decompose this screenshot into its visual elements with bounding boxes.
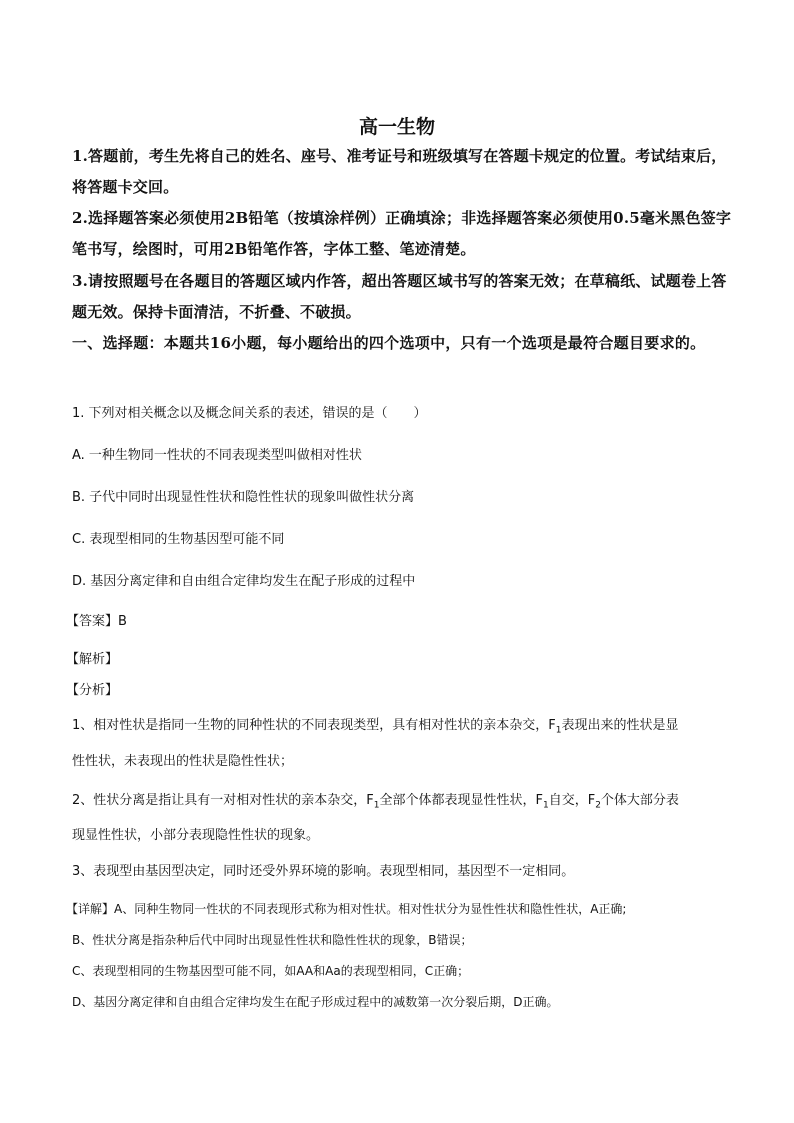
point-3: 3、表现型由基因型决定，同时还受外界环境的影响。表现型相同，基因型不一定相同。	[72, 864, 575, 879]
section-heading: 一、选择题：本题共16小题，每小题给出的四个选项中，只有一个选项是最符合题目要求的。	[72, 334, 706, 352]
detail-d: D、基因分离定律和自由组合定律均发生在配子形成过程中的减数第一次分裂后期，D正确。	[72, 995, 559, 1009]
point-1-line-1: 1、相对性状是指同一生物的同种性状的不同表现类型，具有相对性状的亲本杂交，$F_1$表现出来的性状是显	[72, 718, 679, 736]
detail-c: C、表现型相同的生物基因型可能不同，如AA和Aa的表现型相同，C正确；	[72, 964, 470, 978]
answer-label: 【答案】	[66, 614, 119, 629]
analysis-label: 【解析】	[66, 652, 119, 667]
option-a: A. 一种生物同一性状的不同表现类型叫做相对性状	[72, 448, 362, 463]
notice-3: 3.请按照题号在各题目的答题区域内作答，超出答题区域书写的答案无效；在草稿纸、试题卷上答题无效。保持卡面清洁，不折叠、不破损。	[72, 272, 727, 321]
point-1-line-2: 性性状，未表现出的性状是隐性性状；	[72, 754, 294, 769]
answer-value: B	[118, 614, 127, 629]
option-c: C. 表现型相同的生物基因型可能不同	[72, 532, 285, 547]
detail-b: B、性状分离是指杂种后代中同时出现显性性状和隐性性状的现象，B错误；	[72, 933, 473, 947]
page-title: 高一生物	[358, 116, 435, 138]
question-stem: 1. 下列对相关概念以及概念间关系的表述，错误的是（ ）	[72, 406, 427, 421]
answer-line	[66, 612, 726, 632]
point-2-line-1: 2、性状分离是指让具有一对相对性状的亲本杂交，$F_1$全部个体都表现显性性状，$F_1$自交，$F_2$个体大部分表	[72, 793, 679, 811]
notice-2: 2.选择题答案必须使用2B铅笔（按填涂样例）正确填涂；非选择题答案必须使用0.5毫米黑色签字笔书写，绘图时，可用2B铅笔作答，字体工整、笔迹清楚。	[72, 209, 732, 258]
notice-1: 1.答题前，考生先将自己的姓名、座号、准考证号和班级填写在答题卡规定的位置。考试结束后，将答题卡交回。	[72, 147, 727, 196]
option-b: B. 子代中同时出现显性性状和隐性性状的现象叫做性状分离	[72, 490, 415, 505]
option-d: D. 基因分离定律和自由组合定律均发生在配子形成的过程中	[72, 574, 416, 589]
point-2-line-2: 现显性性状，小部分表现隐性性状的现象。	[72, 828, 320, 843]
fenxi-label: 【分析】	[66, 683, 119, 698]
detail-a: 【详解】A、同种生物同一性状的不同表现形式称为相对性状。相对性状分为显性性状和隐性性状，A正确;	[66, 902, 627, 916]
